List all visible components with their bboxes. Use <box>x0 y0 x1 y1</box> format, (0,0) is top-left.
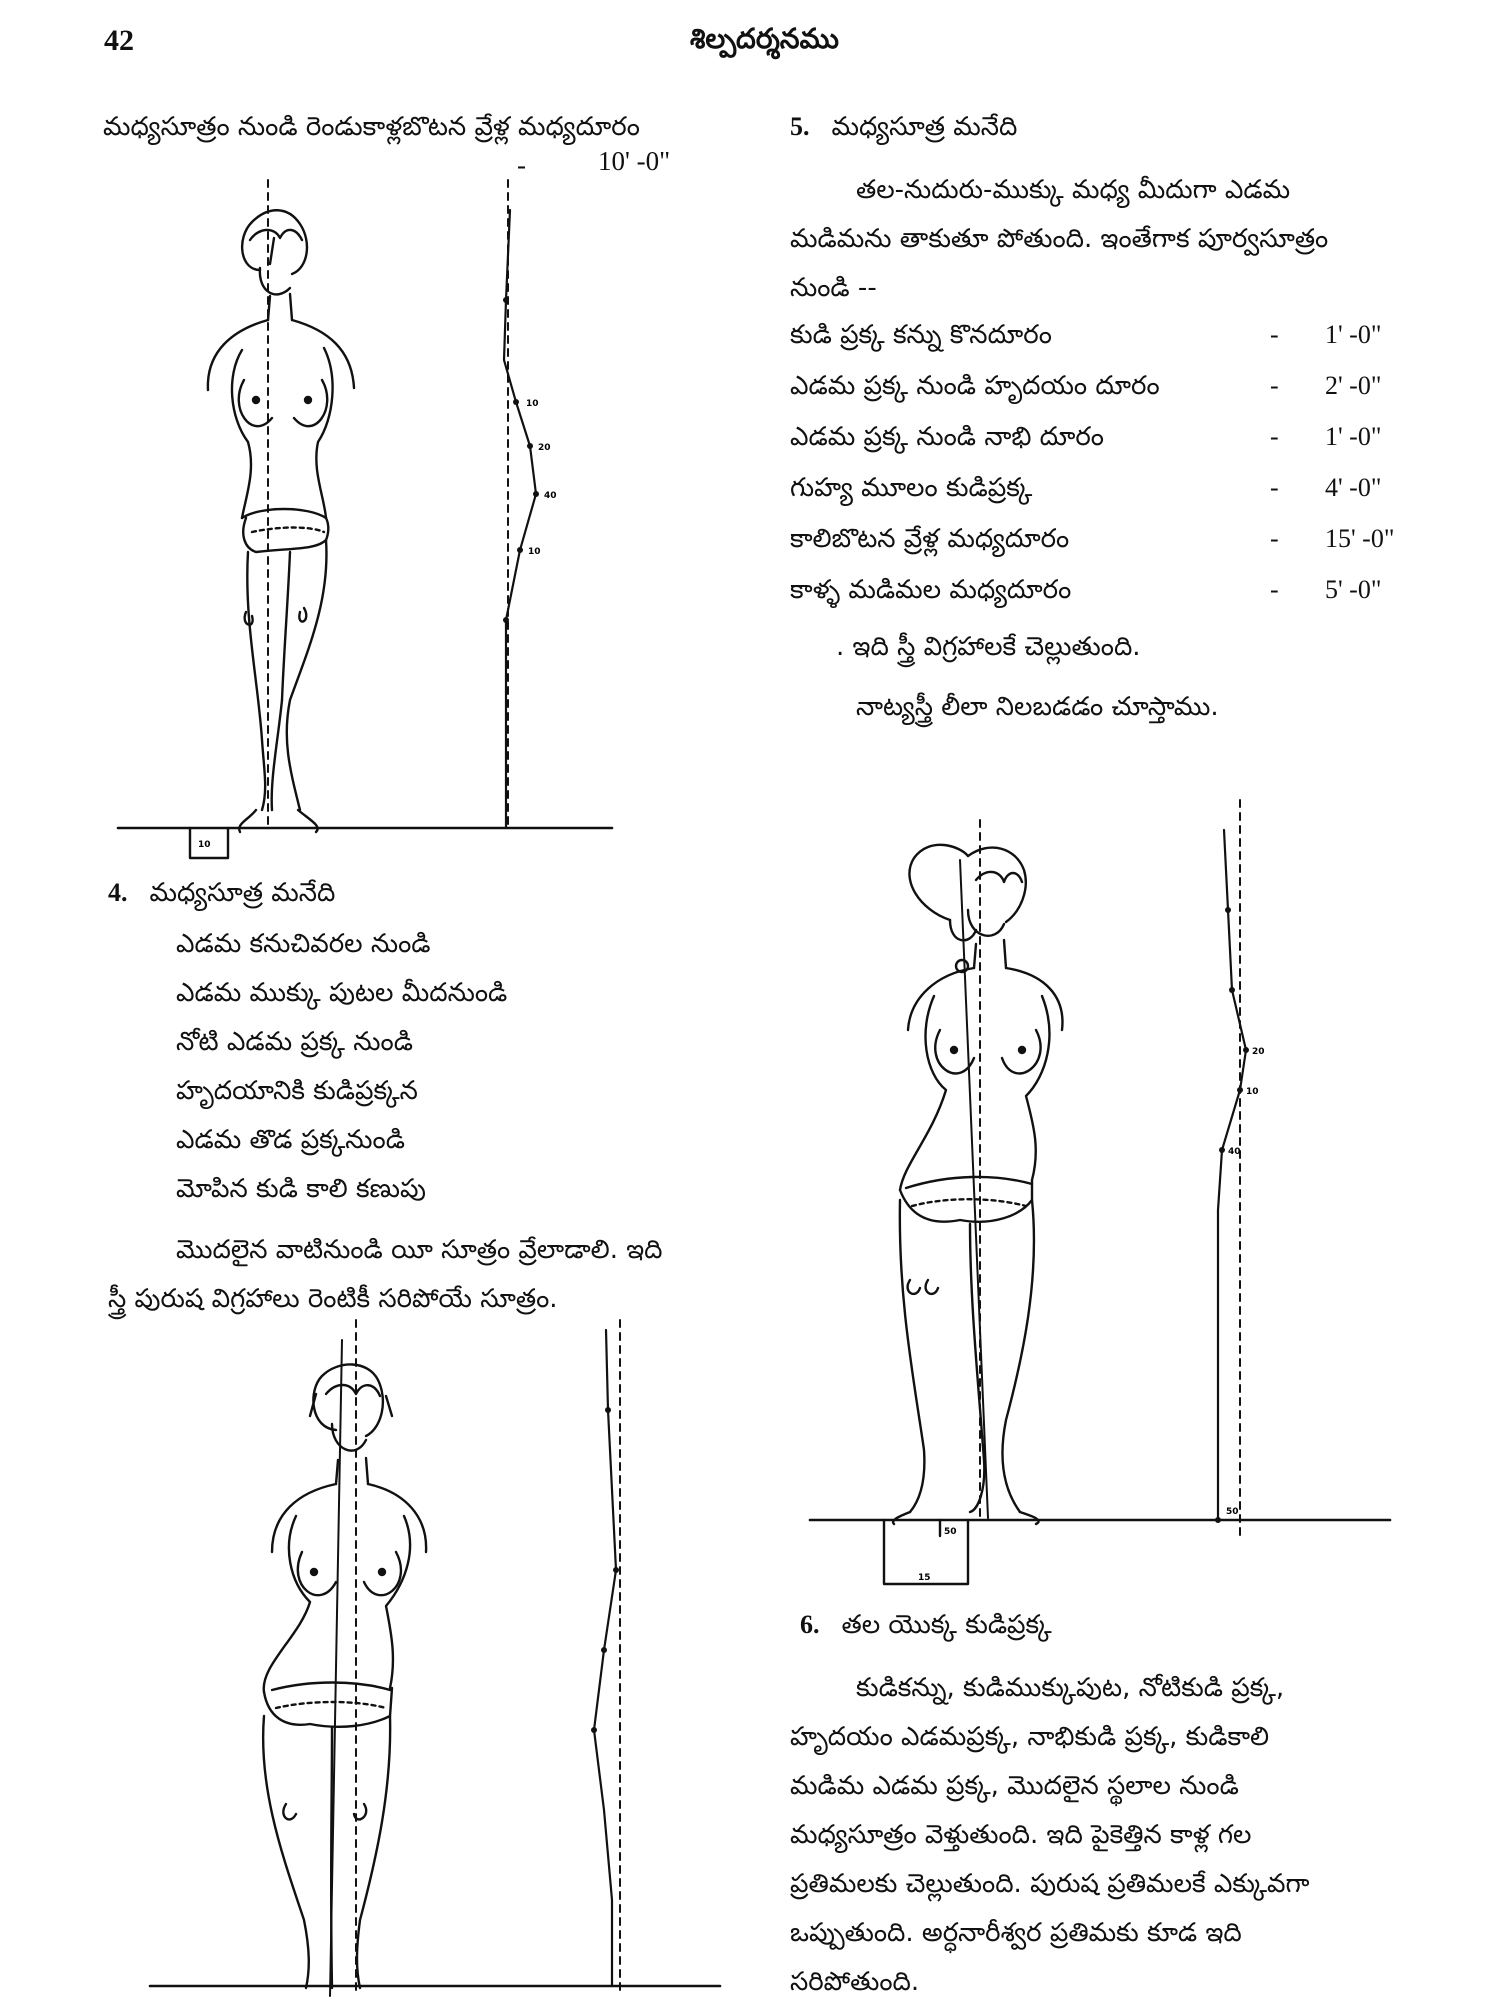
figure-2 <box>160 1320 760 2000</box>
figure-3 <box>800 760 1400 1583</box>
measurement-dash: - <box>1270 473 1279 502</box>
measurement-dash: - <box>1270 320 1279 349</box>
section-6-line: మధ్యసూత్రం వెళ్తుతుంది. ఇది పైకెత్తిన కాళ్ల గల <box>790 1820 1252 1850</box>
measurement-value: 4' -0" <box>1325 473 1382 502</box>
fig1-tick-3: 40 <box>544 491 557 501</box>
top-caption: మధ్యసూత్రం నుండి రెండుకాళ్లబొటన వ్రేళ్ల మధ్యదూరం <box>103 112 640 142</box>
section-5-note-2: నాట్యస్త్రీ లీలా నిలబడడం చూస్తాము. <box>856 692 1219 722</box>
fig3-tick-3: 40 <box>1228 1147 1241 1157</box>
section-4-number: 4. <box>108 878 128 907</box>
section-6-line: కుడికన్ను, కుడిముక్కుపుట, నోటికుడి ప్రక్క, <box>856 1673 1285 1703</box>
section-4-closing-line: మొదలైన వాటినుండి యీ సూత్రం వ్రేలాడాలి. ఇది <box>176 1235 663 1265</box>
section-4-title: మధ్యసూత్ర మనేది <box>149 878 336 908</box>
figure-1 <box>140 180 700 850</box>
measurement-value: 15' -0" <box>1325 524 1395 553</box>
measurement-value: 1' -0" <box>1325 320 1382 349</box>
section-4-heading <box>108 878 335 914</box>
section-4-line: నోటి ఎడమ ప్రక్క నుండి <box>176 1027 413 1057</box>
section-4-line: ఎడమ ముక్కు పుటల మీదనుండి <box>176 978 508 1008</box>
measurement-row <box>790 422 1390 472</box>
section-4-line: ఎడమ కనుచివరల నుండి <box>176 929 431 959</box>
section-5-intro-line: తల-నుదురు-ముక్కు మధ్య మీదుగా ఎడమ <box>856 175 1291 205</box>
section-4-closing-1 <box>176 1226 663 1275</box>
section-4-closing-2 <box>108 1275 558 1324</box>
fig3-tick-4: 50 <box>1226 1507 1239 1517</box>
fig1-tick-4: 10 <box>528 547 541 557</box>
section-5-number: 5. <box>790 112 810 141</box>
section-6-line: ఒప్పుతుంది. అర్ధనారీశ్వర ప్రతిమకు కూడ ఇది <box>790 1918 1242 1948</box>
measurement-value: 1' -0" <box>1325 422 1382 451</box>
fig3-tick-1: 20 <box>1252 1047 1265 1057</box>
section-4-list <box>176 920 507 1214</box>
measurement-label: కుడి ప్రక్క కన్ను కొనదూరం <box>790 320 1052 350</box>
measurement-value: 5' -0" <box>1325 575 1382 604</box>
fig1-base-label: 10 <box>198 840 211 850</box>
fig3-base-label-2: 15 <box>918 1573 931 1583</box>
section-4-closing-line: స్త్రీ పురుష విగ్రహాలు రెంటికీ సరిపోయే సూత్రం. <box>108 1284 558 1314</box>
measurement-value: 2' -0" <box>1325 371 1382 400</box>
section-5-intro-line: నుండి -- <box>790 273 877 303</box>
fig1-tick-1: 10 <box>526 399 539 409</box>
top-caption-dash: - <box>517 150 526 180</box>
measurement-dash: - <box>1270 371 1279 400</box>
section-5-note-1: . ఇది స్త్రీ విగ్రహాలకే చెల్లుతుంది. <box>836 632 1141 662</box>
fig1-tick-2: 20 <box>538 443 551 453</box>
measurement-label: కాళ్ళ మడిమల మధ్యదూరం <box>790 575 1072 605</box>
section-4-line: హృదయానికి కుడిప్రక్కన <box>176 1076 418 1106</box>
measurement-row <box>790 473 1390 523</box>
measurement-row <box>790 575 1390 625</box>
section-5-title: మధ్యసూత్ర మనేది <box>831 112 1018 142</box>
measurement-dash: - <box>1270 524 1279 553</box>
measurement-row <box>790 371 1390 421</box>
section-6-body <box>790 1664 1310 2007</box>
section-6-line: మడిమ ఎడమ ప్రక్క, మొదలైన స్థలాల నుండి <box>790 1771 1239 1801</box>
measurement-label: కాలిబొటన వ్రేళ్ల మధ్యదూరం <box>790 524 1070 554</box>
section-6-heading <box>800 1610 1052 1646</box>
measurement-label: ఎడమ ప్రక్క నుండి నాభి దూరం <box>790 422 1104 452</box>
section-6-line: సరిపోతుంది. <box>790 1967 920 1997</box>
fig3-tick-2: 10 <box>1246 1087 1259 1097</box>
fig3-base-label-1: 50 <box>944 1527 957 1537</box>
page-number: 42 <box>104 24 134 57</box>
section-6-title: తల యొక్క కుడిప్రక్క <box>841 1610 1052 1640</box>
measurement-dash: - <box>1270 422 1279 451</box>
running-title: శిల్పదర్శనము <box>690 22 839 55</box>
measurement-label: గుహ్య మూలం కుడిప్రక్క <box>790 473 1033 503</box>
measurement-dash: - <box>1270 575 1279 604</box>
section-5-measurements <box>790 320 1410 630</box>
section-5-intro <box>790 166 1328 313</box>
measurement-label: ఎడమ ప్రక్క నుండి హృదయం దూరం <box>790 371 1160 401</box>
section-5-heading <box>790 112 1017 148</box>
section-6-line: ప్రతిమలకు చెల్లుతుంది. పురుష ప్రతిమలకే ఎక్కువగా <box>790 1869 1310 1899</box>
measurement-row <box>790 320 1390 370</box>
section-4-line: మోపిన కుడి కాలి కణుపు <box>176 1174 426 1204</box>
section-6-number: 6. <box>800 1610 820 1639</box>
measurement-row <box>790 524 1395 574</box>
section-5-intro-line: మడిమను తాకుతూ పోతుంది. ఇంతేగాక పూర్వసూత్రం <box>790 224 1329 254</box>
top-caption-value: 10' -0" <box>598 146 671 176</box>
section-6-line: హృదయం ఎడమప్రక్క, నాభికుడి ప్రక్క, కుడికాలి <box>790 1722 1270 1752</box>
section-4-line: ఎడమ తొడ ప్రక్కనుండి <box>176 1125 405 1155</box>
